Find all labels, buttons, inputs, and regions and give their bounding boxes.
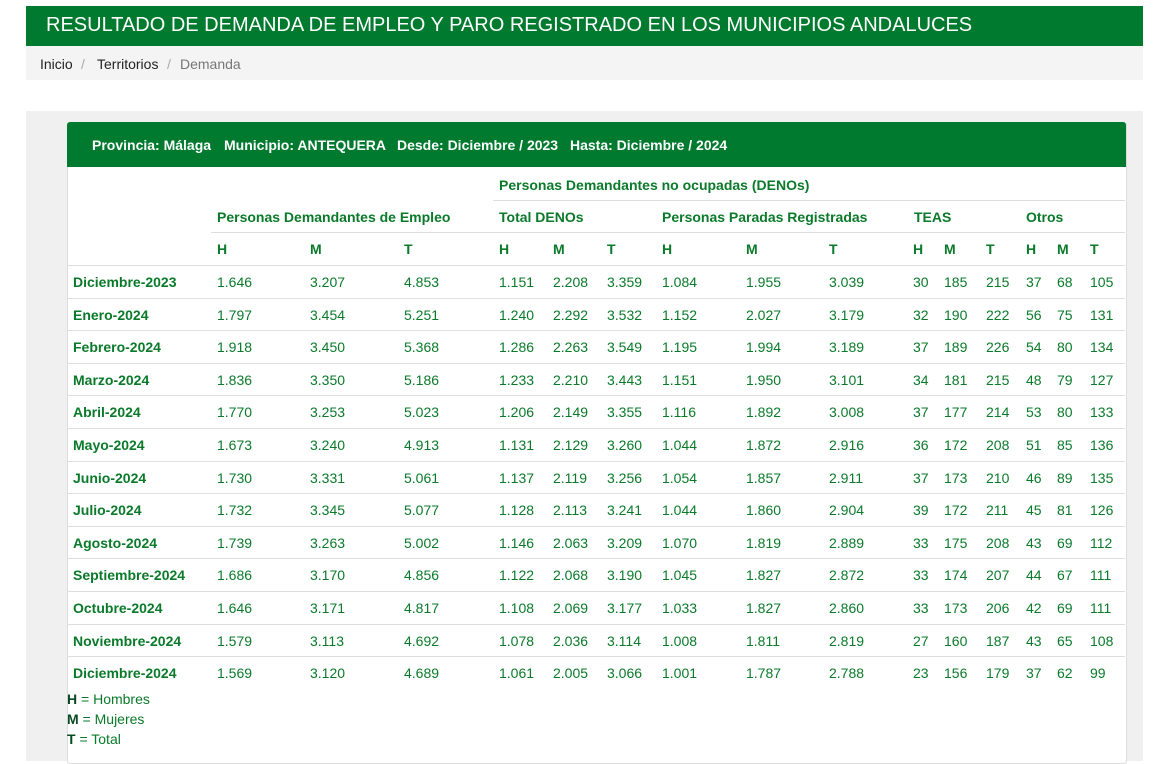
table-cell: 5.002 bbox=[404, 535, 440, 551]
table-cell: 37 bbox=[913, 339, 929, 355]
table-cell: 5.061 bbox=[404, 470, 440, 486]
table-cell: 3.170 bbox=[310, 567, 346, 583]
subheader-t: T bbox=[986, 241, 995, 257]
filter-provincia: Provincia: Málaga bbox=[92, 137, 212, 153]
table-cell: 222 bbox=[986, 307, 1010, 323]
table-cell: 2.068 bbox=[553, 567, 589, 583]
table-cell: 215 bbox=[986, 274, 1010, 290]
breadcrumb-current: Demanda bbox=[180, 56, 241, 72]
table-cell: 2.119 bbox=[553, 470, 587, 486]
table-cell: 1.646 bbox=[217, 274, 253, 290]
table-cell: 3.066 bbox=[607, 665, 643, 681]
table-cell: 33 bbox=[913, 567, 929, 583]
month-label: Octubre-2024 bbox=[73, 600, 163, 616]
table-cell: 4.692 bbox=[404, 633, 440, 649]
row-divider bbox=[67, 624, 1125, 625]
legend-key: T bbox=[67, 731, 76, 747]
table-cell: 75 bbox=[1057, 307, 1073, 323]
table-cell: 1.819 bbox=[746, 535, 782, 551]
table-cell: 33 bbox=[913, 535, 929, 551]
table-cell: 4.817 bbox=[404, 600, 440, 616]
row-divider bbox=[67, 526, 1125, 527]
table-cell: 156 bbox=[944, 665, 968, 681]
row-divider bbox=[67, 591, 1125, 592]
table-cell: 30 bbox=[913, 274, 929, 290]
month-label: Diciembre-2023 bbox=[73, 274, 177, 290]
table-cell: 3.549 bbox=[607, 339, 643, 355]
table-cell: 2.208 bbox=[553, 274, 589, 290]
table-cell: 1.579 bbox=[217, 633, 253, 649]
table-cell: 1.206 bbox=[499, 404, 535, 420]
table-cell: 3.240 bbox=[310, 437, 346, 453]
table-cell: 36 bbox=[913, 437, 929, 453]
table-cell: 208 bbox=[986, 437, 1010, 453]
table-cell: 1.131 bbox=[499, 437, 535, 453]
header-divider bbox=[211, 232, 1125, 233]
table-cell: 39 bbox=[913, 502, 929, 518]
breadcrumb-inicio-link[interactable]: Inicio bbox=[40, 56, 73, 72]
table-cell: 207 bbox=[986, 567, 1010, 583]
table-cell: 1.569 bbox=[217, 665, 253, 681]
table-cell: 3.179 bbox=[829, 307, 865, 323]
table-cell: 1.054 bbox=[662, 470, 698, 486]
legend-item bbox=[67, 731, 121, 747]
table-cell: 189 bbox=[944, 339, 968, 355]
table-cell: 1.732 bbox=[217, 502, 253, 518]
table-cell: 62 bbox=[1057, 665, 1073, 681]
month-label: Enero-2024 bbox=[73, 307, 149, 323]
table-cell: 2.069 bbox=[553, 600, 589, 616]
month-label: Noviembre-2024 bbox=[73, 633, 182, 649]
filter-header bbox=[67, 122, 1126, 167]
table-cell: 1.892 bbox=[746, 404, 782, 420]
table-cell: 1.673 bbox=[217, 437, 253, 453]
legend-key: H bbox=[67, 691, 78, 707]
table-cell: 2.210 bbox=[553, 372, 589, 388]
table-cell: 2.872 bbox=[829, 567, 865, 583]
table-cell: 190 bbox=[944, 307, 968, 323]
table-cell: 3.241 bbox=[607, 502, 643, 518]
table-cell: 1.860 bbox=[746, 502, 782, 518]
table-cell: 211 bbox=[986, 502, 1009, 518]
subheader-m: M bbox=[310, 241, 322, 257]
table-cell: 1.152 bbox=[662, 307, 698, 323]
table-cell: 112 bbox=[1090, 535, 1113, 551]
table-cell: 37 bbox=[1026, 274, 1042, 290]
table-cell: 3.345 bbox=[310, 502, 346, 518]
table-cell: 172 bbox=[944, 502, 968, 518]
table-cell: 1.122 bbox=[499, 567, 535, 583]
table-cell: 2.263 bbox=[553, 339, 589, 355]
table-cell: 206 bbox=[986, 600, 1010, 616]
subheader-h: H bbox=[1026, 241, 1037, 257]
table-cell: 43 bbox=[1026, 535, 1042, 551]
table-cell: 4.853 bbox=[404, 274, 440, 290]
table-cell: 81 bbox=[1057, 502, 1073, 518]
table-cell: 1.240 bbox=[499, 307, 535, 323]
table-cell: 80 bbox=[1057, 404, 1073, 420]
table-cell: 187 bbox=[986, 633, 1010, 649]
table-cell: 111 bbox=[1090, 600, 1112, 616]
table-cell: 1.044 bbox=[662, 437, 698, 453]
table-cell: 226 bbox=[986, 339, 1010, 355]
table-cell: 214 bbox=[986, 404, 1010, 420]
table-cell: 1.084 bbox=[662, 274, 698, 290]
table-cell: 111 bbox=[1090, 567, 1112, 583]
filter-desde: Desde: Diciembre / 2023 bbox=[397, 137, 559, 153]
table-cell: 56 bbox=[1026, 307, 1042, 323]
table-cell: 3.209 bbox=[607, 535, 643, 551]
subheader-t: T bbox=[404, 241, 413, 257]
subheader-t: T bbox=[607, 241, 616, 257]
table-cell: 4.856 bbox=[404, 567, 440, 583]
table-cell: 1.137 bbox=[499, 470, 535, 486]
table-cell: 174 bbox=[944, 567, 968, 583]
table-cell: 42 bbox=[1026, 600, 1042, 616]
table-cell: 1.008 bbox=[662, 633, 698, 649]
table-cell: 181 bbox=[944, 372, 968, 388]
table-cell: 3.355 bbox=[607, 404, 643, 420]
table-cell: 2.819 bbox=[829, 633, 865, 649]
table-cell: 46 bbox=[1026, 470, 1042, 486]
table-cell: 1.001 bbox=[662, 665, 698, 681]
table-cell: 69 bbox=[1057, 600, 1073, 616]
table-cell: 3.114 bbox=[607, 633, 641, 649]
breadcrumb-separator: / bbox=[81, 56, 85, 72]
table-cell: 215 bbox=[986, 372, 1010, 388]
filter-hasta: Hasta: Diciembre / 2024 bbox=[570, 137, 728, 153]
table-cell: 210 bbox=[986, 470, 1010, 486]
table-cell: 3.359 bbox=[607, 274, 643, 290]
header-group-2: Personas Paradas Registradas bbox=[662, 209, 868, 225]
subheader-h: H bbox=[913, 241, 924, 257]
table-cell: 1.811 bbox=[746, 633, 780, 649]
legend-key: M bbox=[67, 711, 79, 727]
table-cell: 1.950 bbox=[746, 372, 782, 388]
table-cell: 53 bbox=[1026, 404, 1042, 420]
table-cell: 1.730 bbox=[217, 470, 253, 486]
table-cell: 185 bbox=[944, 274, 968, 290]
header-divider bbox=[493, 200, 1125, 201]
table-cell: 2.063 bbox=[553, 535, 589, 551]
table-cell: 3.189 bbox=[829, 339, 865, 355]
subheader-m: M bbox=[944, 241, 956, 257]
table-cell: 5.368 bbox=[404, 339, 440, 355]
table-cell: 3.260 bbox=[607, 437, 643, 453]
table-cell: 5.186 bbox=[404, 372, 440, 388]
table-cell: 1.286 bbox=[499, 339, 535, 355]
table-cell: 1.827 bbox=[746, 600, 782, 616]
table-cell: 1.033 bbox=[662, 600, 698, 616]
table-cell: 23 bbox=[913, 665, 929, 681]
table-cell: 175 bbox=[944, 535, 968, 551]
table-cell: 4.913 bbox=[404, 437, 440, 453]
table-cell: 136 bbox=[1090, 437, 1114, 453]
table-cell: 1.061 bbox=[499, 665, 535, 681]
breadcrumb-separator: / bbox=[167, 56, 171, 72]
table-cell: 134 bbox=[1090, 339, 1114, 355]
table-cell: 173 bbox=[944, 600, 968, 616]
row-divider bbox=[67, 428, 1125, 429]
table-cell: 173 bbox=[944, 470, 968, 486]
table-cell: 3.190 bbox=[607, 567, 643, 583]
table-cell: 1.955 bbox=[746, 274, 782, 290]
table-cell: 126 bbox=[1090, 502, 1114, 518]
table-cell: 33 bbox=[913, 600, 929, 616]
table-cell: 37 bbox=[913, 470, 929, 486]
row-divider bbox=[67, 558, 1125, 559]
month-label: Febrero-2024 bbox=[73, 339, 161, 355]
table-cell: 3.101 bbox=[829, 372, 865, 388]
table-cell: 1.918 bbox=[217, 339, 253, 355]
subheader-m: M bbox=[1057, 241, 1069, 257]
table-cell: 3.450 bbox=[310, 339, 346, 355]
subheader-m: M bbox=[746, 241, 758, 257]
table-cell: 3.454 bbox=[310, 307, 346, 323]
table-cell: 68 bbox=[1057, 274, 1073, 290]
table-cell: 5.251 bbox=[404, 307, 440, 323]
table-cell: 179 bbox=[986, 665, 1010, 681]
table-cell: 51 bbox=[1026, 437, 1042, 453]
month-label: Junio-2024 bbox=[73, 470, 147, 486]
table-cell: 3.120 bbox=[310, 665, 346, 681]
table-cell: 1.797 bbox=[217, 307, 253, 323]
table-cell: 1.146 bbox=[499, 535, 535, 551]
subheader-h: H bbox=[217, 241, 228, 257]
table-cell: 43 bbox=[1026, 633, 1042, 649]
table-cell: 105 bbox=[1090, 274, 1114, 290]
table-cell: 1.770 bbox=[217, 404, 253, 420]
table-cell: 1.045 bbox=[662, 567, 698, 583]
legend-item bbox=[67, 691, 150, 707]
table-cell: 3.256 bbox=[607, 470, 643, 486]
table-cell: 172 bbox=[944, 437, 968, 453]
row-divider bbox=[67, 298, 1125, 299]
table-cell: 1.195 bbox=[662, 339, 698, 355]
table-cell: 99 bbox=[1090, 665, 1106, 681]
table-cell: 1.787 bbox=[746, 665, 782, 681]
table-cell: 3.207 bbox=[310, 274, 346, 290]
table-cell: 1.233 bbox=[499, 372, 535, 388]
table-cell: 44 bbox=[1026, 567, 1042, 583]
table-cell: 2.036 bbox=[553, 633, 589, 649]
table-cell: 1.739 bbox=[217, 535, 253, 551]
table-cell: 79 bbox=[1057, 372, 1073, 388]
table-cell: 1.827 bbox=[746, 567, 782, 583]
table-cell: 3.532 bbox=[607, 307, 643, 323]
table-cell: 2.149 bbox=[553, 404, 589, 420]
header-group-4: Otros bbox=[1026, 209, 1064, 225]
table-cell: 3.331 bbox=[310, 470, 346, 486]
subheader-h: H bbox=[662, 241, 673, 257]
table-cell: 160 bbox=[944, 633, 968, 649]
subheader-h: H bbox=[499, 241, 510, 257]
table-cell: 1.151 bbox=[499, 274, 535, 290]
table-cell: 80 bbox=[1057, 339, 1073, 355]
table-cell: 3.171 bbox=[310, 600, 346, 616]
table-cell: 3.443 bbox=[607, 372, 643, 388]
table-cell: 2.788 bbox=[829, 665, 865, 681]
month-label: Mayo-2024 bbox=[73, 437, 145, 453]
subheader-m: M bbox=[553, 241, 565, 257]
legend-text: = Hombres bbox=[77, 691, 150, 707]
month-label: Agosto-2024 bbox=[73, 535, 158, 551]
table-cell: 2.889 bbox=[829, 535, 865, 551]
table-cell: 37 bbox=[1026, 665, 1042, 681]
breadcrumb bbox=[26, 46, 1143, 80]
table-cell: 37 bbox=[913, 404, 929, 420]
row-divider bbox=[67, 265, 1125, 266]
table-cell: 3.177 bbox=[607, 600, 643, 616]
table-cell: 2.860 bbox=[829, 600, 865, 616]
legend-text: = Total bbox=[75, 731, 121, 747]
table-cell: 108 bbox=[1090, 633, 1114, 649]
table-cell: 1.128 bbox=[499, 502, 535, 518]
table-cell: 1.686 bbox=[217, 567, 253, 583]
row-divider bbox=[67, 493, 1125, 494]
table-cell: 3.039 bbox=[829, 274, 865, 290]
month-label: Septiembre-2024 bbox=[73, 567, 186, 583]
subheader-t: T bbox=[1090, 241, 1099, 257]
table-cell: 2.129 bbox=[553, 437, 589, 453]
row-divider bbox=[67, 461, 1125, 462]
table-cell: 34 bbox=[913, 372, 929, 388]
table-cell: 2.904 bbox=[829, 502, 865, 518]
table-cell: 2.292 bbox=[553, 307, 589, 323]
row-divider bbox=[67, 656, 1125, 657]
table-cell: 89 bbox=[1057, 470, 1073, 486]
table-cell: 85 bbox=[1057, 437, 1073, 453]
table-cell: 3.350 bbox=[310, 372, 346, 388]
header-group-3: TEAS bbox=[914, 209, 952, 225]
table-cell: 1.836 bbox=[217, 372, 253, 388]
legend-item bbox=[67, 711, 144, 727]
table-cell: 1.116 bbox=[662, 404, 696, 420]
table-cell: 4.689 bbox=[404, 665, 440, 681]
table-cell: 5.023 bbox=[404, 404, 440, 420]
table-cell: 131 bbox=[1090, 307, 1114, 323]
table-cell: 65 bbox=[1057, 633, 1073, 649]
row-divider bbox=[67, 330, 1125, 331]
table-cell: 1.070 bbox=[662, 535, 698, 551]
table-cell: 1.646 bbox=[217, 600, 253, 616]
table-cell: 2.916 bbox=[829, 437, 865, 453]
month-label: Julio-2024 bbox=[73, 502, 142, 518]
title-bar bbox=[26, 6, 1143, 46]
header-group-0: Personas Demandantes de Empleo bbox=[217, 209, 451, 225]
header-group-1: Total DENOs bbox=[499, 209, 584, 225]
table-cell: 135 bbox=[1090, 470, 1114, 486]
table-cell: 3.253 bbox=[310, 404, 346, 420]
table-cell: 2.027 bbox=[746, 307, 782, 323]
table-cell: 3.263 bbox=[310, 535, 346, 551]
table-cell: 1.872 bbox=[746, 437, 782, 453]
table-cell: 3.008 bbox=[829, 404, 865, 420]
table-cell: 32 bbox=[913, 307, 929, 323]
filter-municipio: Municipio: ANTEQUERA bbox=[224, 137, 387, 153]
table-cell: 1.044 bbox=[662, 502, 698, 518]
row-divider bbox=[67, 363, 1125, 364]
table-cell: 2.113 bbox=[553, 502, 587, 518]
table-cell: 3.113 bbox=[310, 633, 344, 649]
subheader-t: T bbox=[829, 241, 838, 257]
table-cell: 127 bbox=[1090, 372, 1114, 388]
table-cell: 69 bbox=[1057, 535, 1073, 551]
page-title: RESULTADO DE DEMANDA DE EMPLEO Y PARO REGISTRADO EN LOS MUNICIPIOS ANDALUCES bbox=[46, 14, 973, 36]
table-cell: 133 bbox=[1090, 404, 1114, 420]
table-cell: 45 bbox=[1026, 502, 1042, 518]
table-cell: 2.005 bbox=[553, 665, 589, 681]
month-label: Diciembre-2024 bbox=[73, 665, 177, 681]
table-cell: 1.994 bbox=[746, 339, 782, 355]
table-cell: 2.911 bbox=[829, 470, 863, 486]
table-cell: 67 bbox=[1057, 567, 1073, 583]
table-cell: 27 bbox=[913, 633, 929, 649]
legend-text: = Mujeres bbox=[78, 711, 145, 727]
table-cell: 48 bbox=[1026, 372, 1042, 388]
month-label: Abril-2024 bbox=[73, 404, 141, 420]
table-cell: 1.857 bbox=[746, 470, 782, 486]
table-cell: 177 bbox=[944, 404, 968, 420]
table-cell: 208 bbox=[986, 535, 1010, 551]
table-cell: 1.151 bbox=[662, 372, 698, 388]
table-cell: 5.077 bbox=[404, 502, 440, 518]
table-cell: 1.078 bbox=[499, 633, 535, 649]
breadcrumb-territorios-link[interactable]: Territorios bbox=[97, 56, 159, 72]
table-cell: 54 bbox=[1026, 339, 1042, 355]
table-cell: 1.108 bbox=[499, 600, 535, 616]
month-label: Marzo-2024 bbox=[73, 372, 150, 388]
header-denos: Personas Demandantes no ocupadas (DENOs) bbox=[499, 177, 810, 193]
row-divider bbox=[67, 395, 1125, 396]
